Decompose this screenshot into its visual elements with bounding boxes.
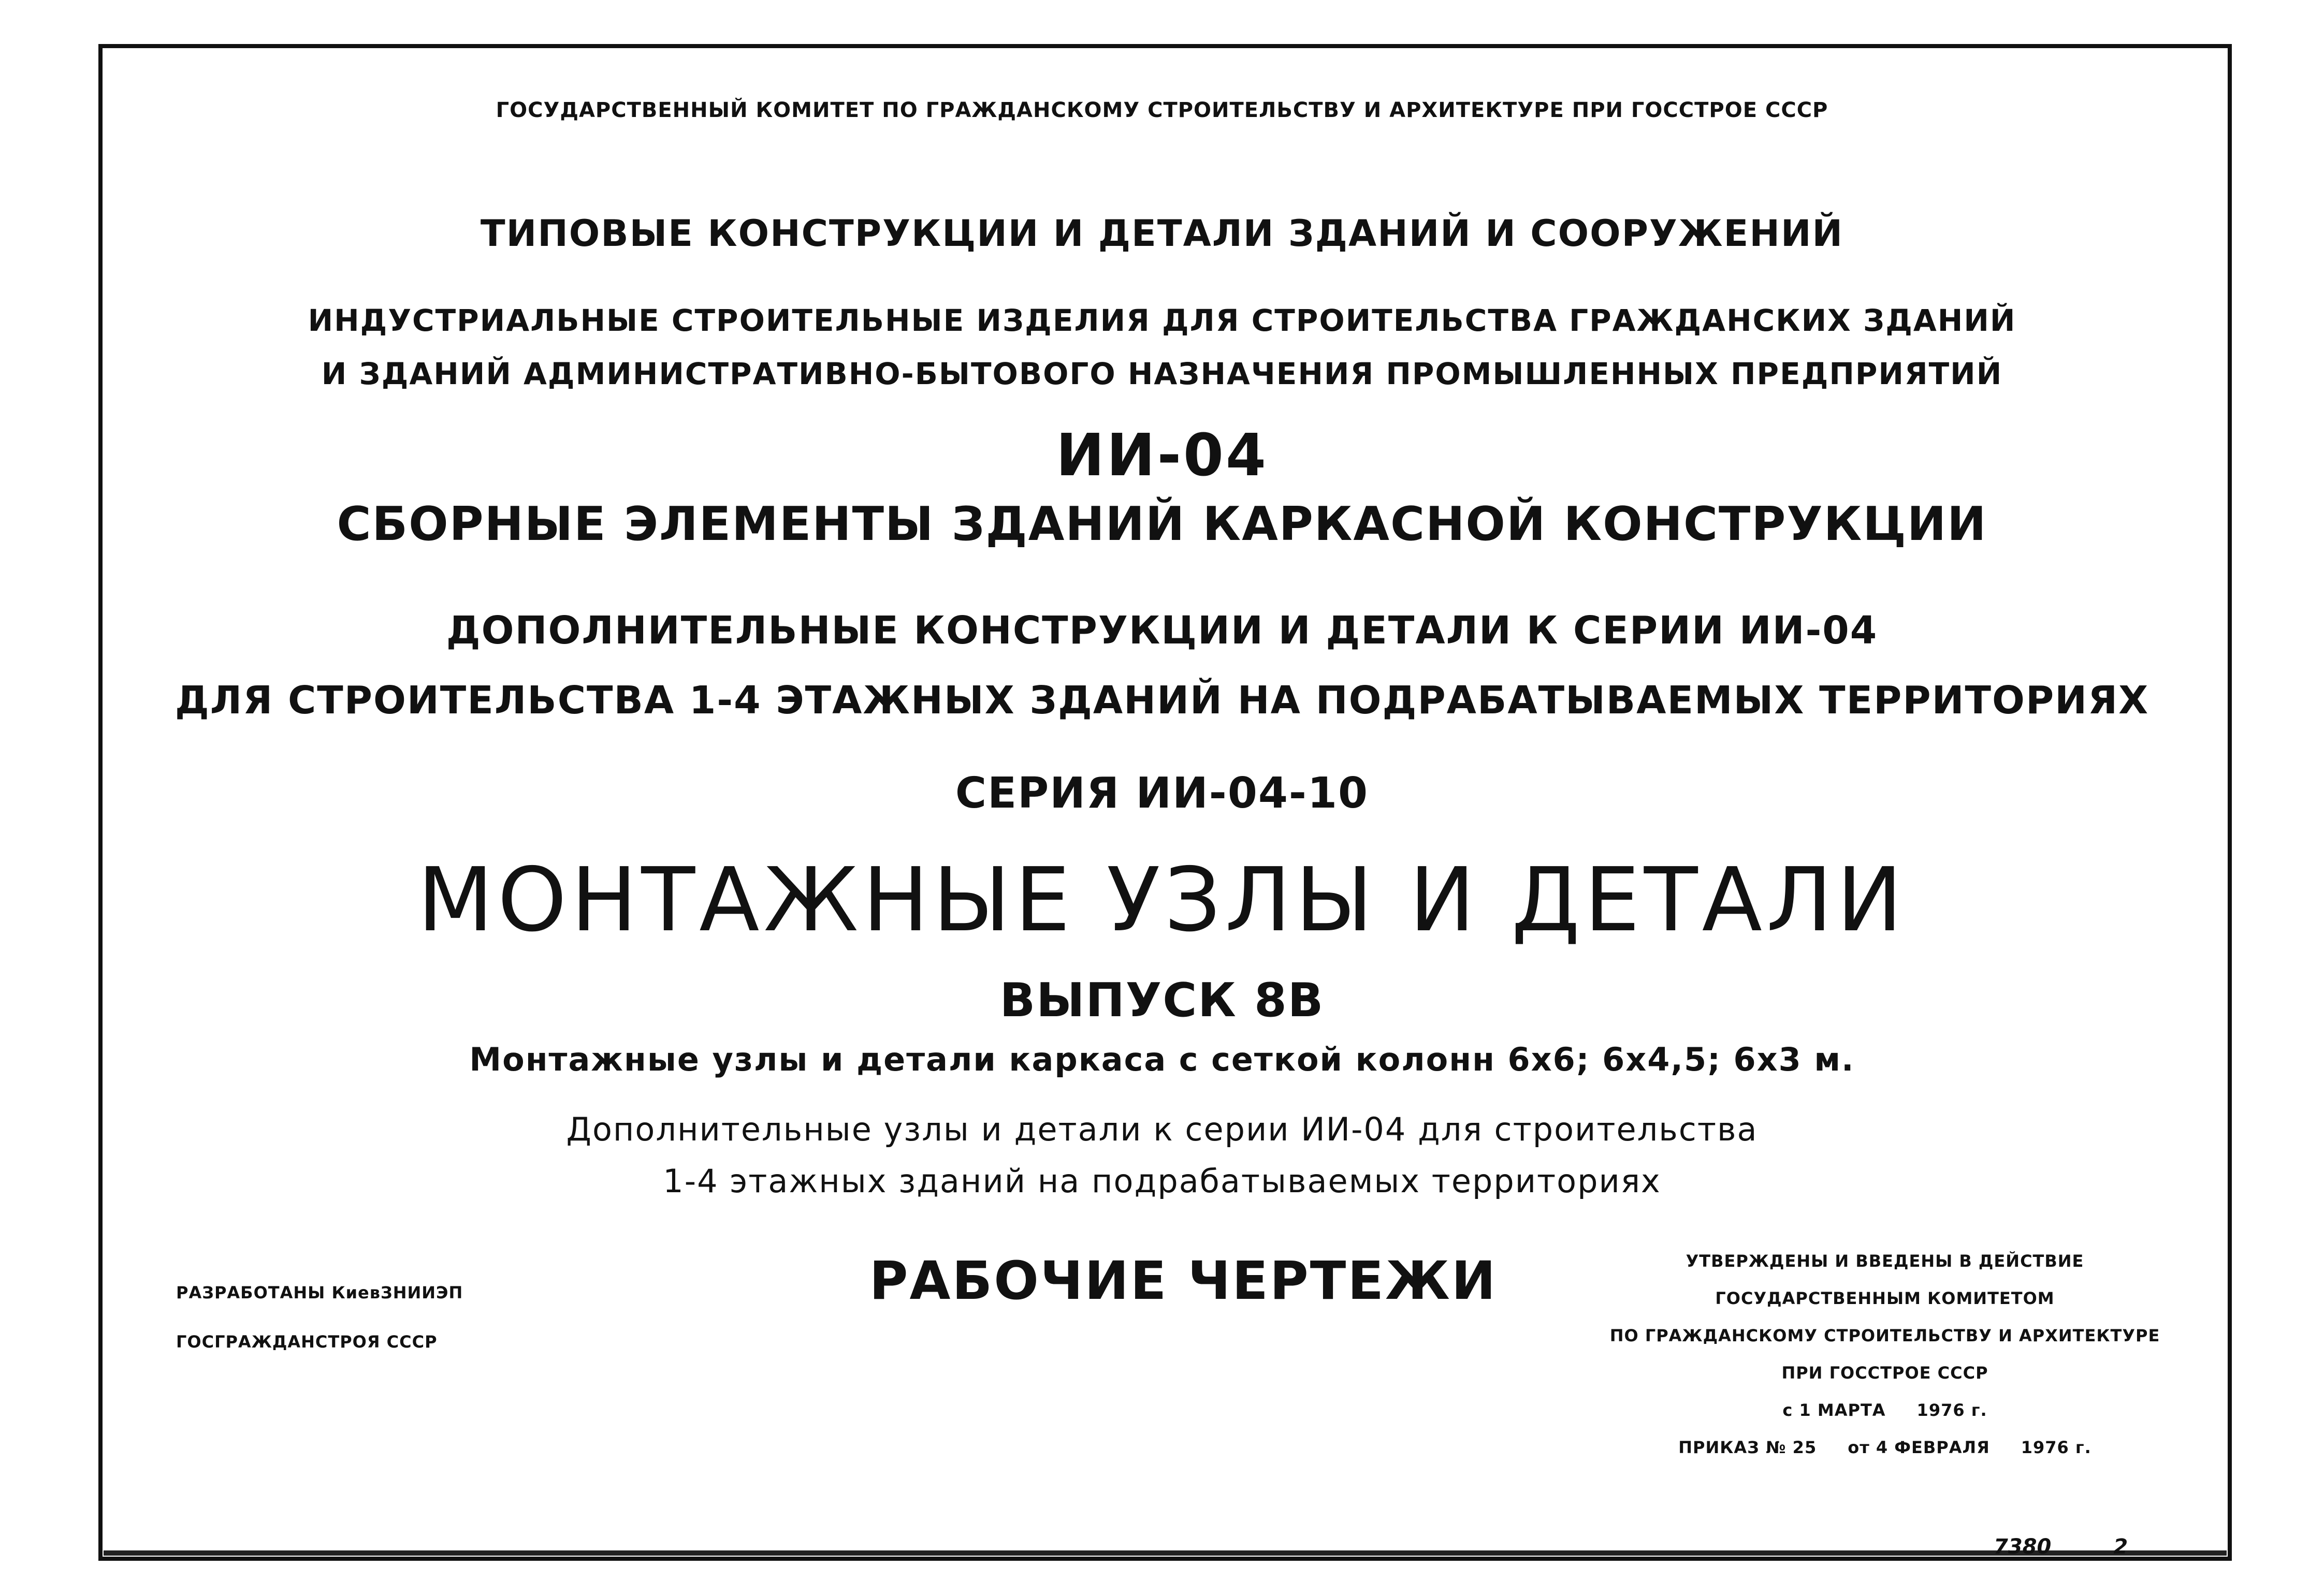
approval-line-3: ПО ГРАЖДАНСКОМУ СТРОИТЕЛЬСТВУ И АРХИТЕКТУРЕ xyxy=(1609,1326,2160,1345)
frame-bottom-edge xyxy=(104,1550,2227,1556)
issue-subtitle-2: Дополнительные узлы и детали к серии ИИ-04 для строительства xyxy=(566,1110,1758,1148)
working-drawings-label: РАБОЧИЕ ЧЕРТЕЖИ xyxy=(869,1250,1498,1312)
main-title: МОНТАЖНЫЕ УЗЛЫ И ДЕТАЛИ xyxy=(417,849,1907,951)
developer-block xyxy=(176,1268,570,1367)
developer-line-2: ГОСГРАЖДАНСТРОЯ СССР xyxy=(176,1332,438,1352)
series-code: ИИ-04 xyxy=(1056,422,1268,489)
industrial-products-line-2: И ЗДАНИЙ АДМИНИСТРАТИВНО-БЫТОВОГО НАЗНАЧЕНИЯ ПРОМЫШЛЕННЫХ ПРЕДПРИЯТИЙ xyxy=(321,356,2003,391)
issue-subtitle-3: 1-4 этажных зданий на подрабатываемых территориях xyxy=(663,1162,1661,1200)
approval-line-2: ГОСУДАРСТВЕННЫМ КОМИТЕТОМ xyxy=(1715,1288,2055,1308)
additional-constructions-line-1: ДОПОЛНИТЕЛЬНЫЕ КОНСТРУКЦИИ И ДЕТАЛИ К СЕРИИ ИИ-04 xyxy=(446,608,1878,653)
developer-line-1: РАЗРАБОТАНЫ КиевЗНИИЭП xyxy=(176,1283,463,1302)
prefab-elements-heading: СБОРНЫЕ ЭЛЕМЕНТЫ ЗДАНИЙ КАРКАСНОЙ КОНСТРУКЦИИ xyxy=(337,497,1987,551)
page-number: 2 xyxy=(2113,1535,2128,1559)
approval-date-year: 1976 г. xyxy=(1916,1400,1987,1420)
issue-number: ВЫПУСК 8В xyxy=(999,973,1325,1028)
issue-subtitle-1: Монтажные узлы и детали каркаса с сеткой колонн 6х6; 6х4,5; 6х3 м. xyxy=(469,1041,1855,1078)
sheet-marks xyxy=(1994,1535,2201,1559)
approval-order xyxy=(1579,1429,2190,1466)
typical-constructions-heading: ТИПОВЫЕ КОНСТРУКЦИИ И ДЕТАЛИ ЗДАНИЙ И СООРУЖЕНИЙ xyxy=(480,212,1844,255)
approval-order-number: ПРИКАЗ № 25 xyxy=(1678,1438,1817,1457)
committee-heading: ГОСУДАРСТВЕННЫЙ КОМИТЕТ ПО ГРАЖДАНСКОМУ СТРОИТЕЛЬСТВУ И АРХИТЕКТУРЕ ПРИ ГОССТРОЕ СССР xyxy=(496,98,1828,122)
sheet-mark: 7380 xyxy=(1994,1535,2052,1559)
additional-constructions-line-2: ДЛЯ СТРОИТЕЛЬСТВА 1-4 ЭТАЖНЫХ ЗДАНИЙ НА ПОДРАБАТЫВАЕМЫХ ТЕРРИТОРИЯХ xyxy=(175,678,2149,723)
series-number: СЕРИЯ ИИ-04-10 xyxy=(955,769,1369,818)
approval-line-1: УТВЕРЖДЕНЫ И ВВЕДЕНЫ В ДЕЙСТВИЕ xyxy=(1686,1251,2084,1271)
approval-effective-date xyxy=(1579,1392,2190,1429)
approval-order-year: 1976 г. xyxy=(2021,1438,2091,1457)
approval-order-date: от 4 ФЕВРАЛЯ xyxy=(1848,1438,1990,1457)
industrial-products-line-1: ИНДУСТРИАЛЬНЫЕ СТРОИТЕЛЬНЫЕ ИЗДЕЛИЯ ДЛЯ СТРОИТЕЛЬСТВА ГРАЖДАНСКИХ ЗДАНИЙ xyxy=(308,303,2016,338)
approval-date-from: с 1 МАРТА xyxy=(1782,1400,1886,1420)
approval-line-4: ПРИ ГОССТРОЕ СССР xyxy=(1781,1363,1988,1383)
approval-block xyxy=(1579,1242,2190,1466)
